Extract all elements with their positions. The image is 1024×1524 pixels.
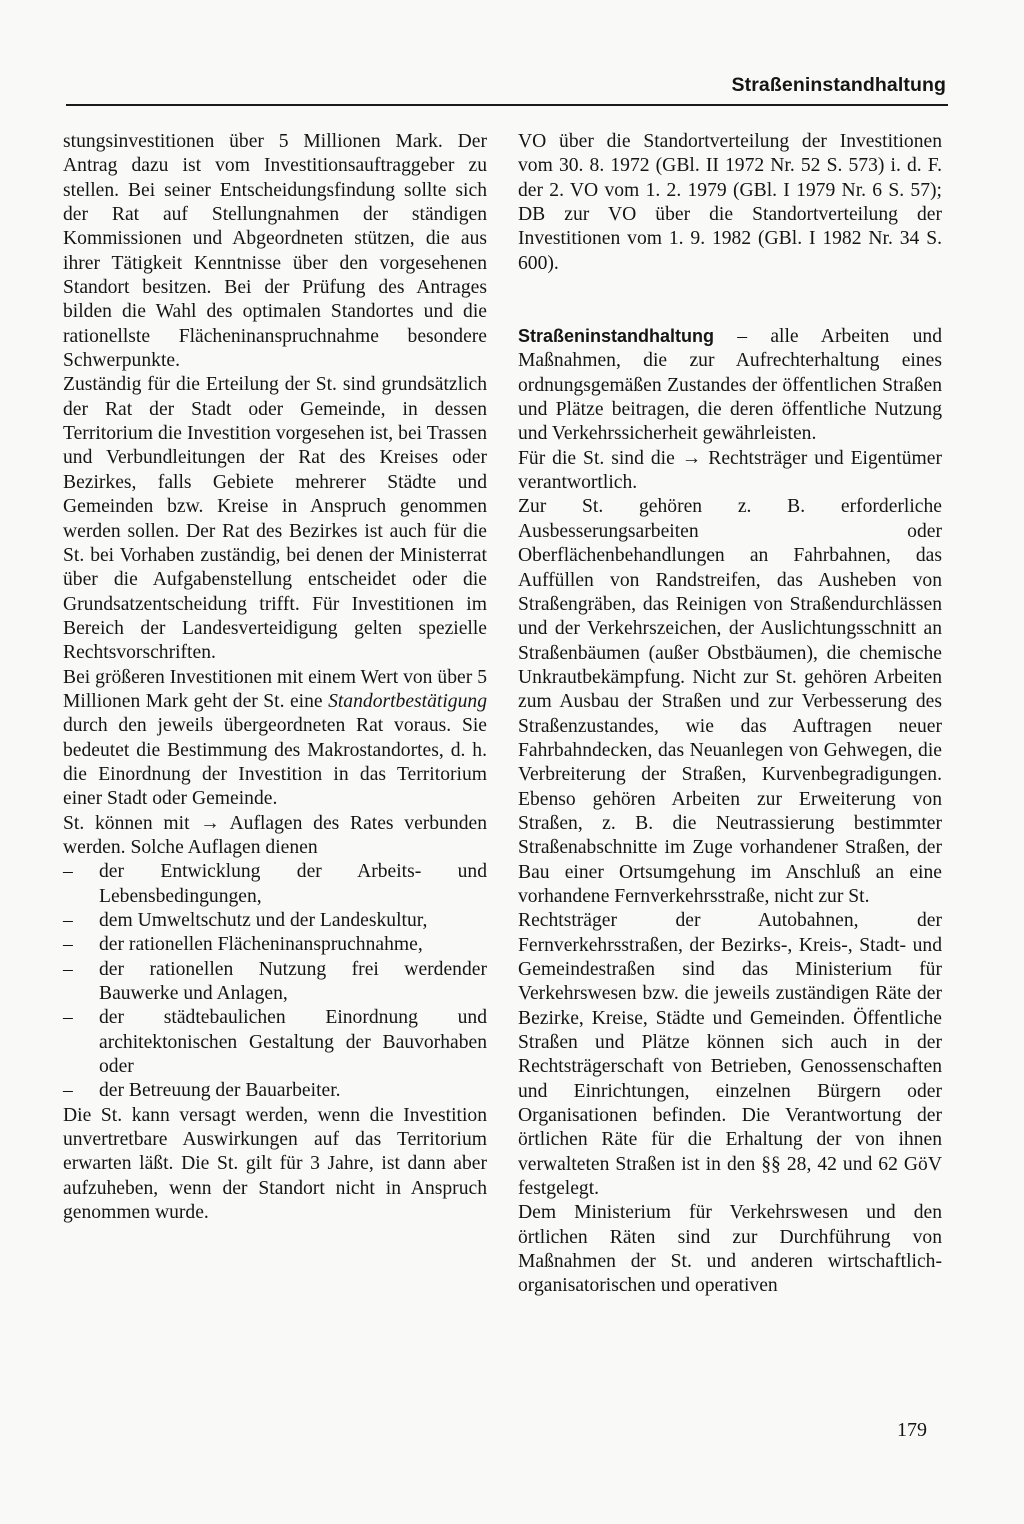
- paragraph-responsibility: Zuständig für die Erteilung der St. sind grundsätzlich der Rat der Stadt oder Gemeinde, in dessen Territorium die Investition vorgesehen ist, bei Trassen und Verbundleitungen der Rat des Kreises oder Bezirkes, falls Gebiete mehrerer Städte und Gemeinden bzw. Kreise in Anspruch genommen werden sollen. Der Rat des Bezirkes ist auch für die St. bei Vorhaben zuständig, bei denen der Ministerrat über die Aufgabenstellung entscheidet oder die Grundsatzentscheidung trifft. Für Investitionen im Bereich der Landesverteidigung gelten spezielle Rechtsvorschriften.: [63, 374, 487, 664]
- paragraph-site-confirmation: [63, 666, 487, 812]
- list-item: – der rationellen Nutzung frei werdender Bauwerke und Anlagen,: [63, 958, 487, 1007]
- paragraph-legal-holders: Rechtsträger der Autobahnen, der Fernverkehrsstraßen, der Bezirks-, Kreis-, Stadt- und Gemeindestraßen sind das Ministerium für Verkehrswesen bzw. die jeweils zuständigen Räte der Bezirke, Kreise, Städte und Gemeinden. Öffentliche Straßen und Plätze können sich auch in der Rechtsträgerschaft von Betrieben, Genossenschaften und Einrichtungen, einzelnen Bürgern oder Organisationen befinden. Die Verantwortung der örtlichen Räte für die Erhaltung der von ihnen verwalteten Straßen ist in den §§ 28, 42 und 62 GöV festgelegt.: [518, 910, 942, 1200]
- right-column: [518, 130, 942, 1299]
- list-item: – der Betreuung der Bauarbeiter.: [63, 1079, 487, 1103]
- entry-spacer: [518, 276, 942, 324]
- list-item: – der Entwicklung der Arbeits- und Lebensbedingungen,: [63, 860, 487, 909]
- paragraph-conditions-intro: St. können mit → Auflagen des Rates verbunden werden. Solche Auflagen dienen: [63, 812, 487, 858]
- header-rule: [66, 104, 948, 106]
- conditions-list: [63, 860, 487, 1103]
- paragraph-site-confirmation-end: durch den jeweils übergeordneten Rat voraus. Sie bedeutet die Bestimmung des Makrostandortes, d. h. die Einordnung der Investition in das Territorium einer Stadt oder Gemeinde.: [63, 715, 487, 810]
- entry-definition: [518, 324, 942, 447]
- paragraph-site-confirmation-start: Bei größeren Investitionen mit einem Wert von über 5 Millionen Mark geht der St. eine: [63, 666, 487, 712]
- paragraph-ministry: Dem Ministerium für Verkehrswesen und den örtlichen Räten sind zur Durchführung von Maßnahmen der St. und anderen wirtschaftlich-organisatorischen und operativen: [518, 1202, 942, 1297]
- list-item: – der städtebaulichen Einordnung und architektonischen Gestaltung der Bauvorhaben oder: [63, 1006, 487, 1079]
- term-standortbestaetigung: Standortbestätigung: [328, 690, 487, 712]
- paragraph-scope: Zur St. gehören z. B. erforderliche Ausbesserungsarbeiten oder Oberflächenbehandlungen an Fahrbahnen, das Auffüllen von Randstreifen, das Ausheben von Straßengräben, das Reinigen von Straßendurchlässen und der Verkehrszeichen, der Auslichtungsschnitt an Straßenbäumen (außer Obstbäumen), die chemische Unkrautbekämpfung. Nicht zur St. gehören Arbeiten zum Ausbau der Straßen und zur Verbesserung des Straßenzustandes, wie das Auftragen neuer Fahrbahndecken, das Neuanlegen von Gehwegen, die Verbreiterung der Straßen, Kurvenbegradigungen. Ebenso gehören Arbeiten zur Erweiterung von Straßen, z. B. die Neutrassierung bestimmter Straßenabschnitte im Zuge vorhandener Straßen, der Bau einer Ortsumgehung im Anschluß an eine vorhandene Fernverkehrsstraße, nicht zur St.: [518, 496, 942, 907]
- paragraph-refusal: Die St. kann versagt werden, wenn die Investition unvertretbare Auswirkungen auf das Territorium erwarten läßt. Die St. gilt für 3 Jahre, ist dann aber aufzuheben, wenn der Standort nicht in Anspruch genommen wurde.: [63, 1104, 487, 1224]
- running-header-title: Straßeninstandhaltung: [731, 74, 946, 96]
- list-item: – der rationellen Flächeninanspruchnahme,: [63, 933, 487, 957]
- paragraph-owners: Für die St. sind die → Rechtsträger und Eigentümer verantwortlich.: [518, 447, 942, 494]
- left-column: [63, 130, 487, 1225]
- paragraph-application: stungsinvestitionen über 5 Millionen Mark. Der Antrag dazu ist vom Investitionsauftraggeber zu stellen. Bei seiner Entscheidungsfindung sollte sich der Rat auf Stellungnahmen der ständigen Kommissionen und Abgeordneten stützen, die aus ihrer Tätigkeit Kenntnisse über den vorgesehenen Standort besitzen. Bei der Prüfung des Antrages bilden die Wahl des optimalen Standortes und die rationellste Flächeninanspruchnahme besondere Schwerpunkte.: [63, 131, 487, 372]
- legal-references: VO über die Standortverteilung der Investitionen vom 30. 8. 1972 (GBl. II 1972 Nr. 52 S. 573) i. d. F. der 2. VO vom 1. 2. 1979 (GBl. I 1979 Nr. 6 S. 57); DB zur VO über die Standortverteilung der Investitionen vom 1. 9. 1982 (GBl. I 1982 Nr. 34 S. 600).: [518, 131, 942, 274]
- list-item: – dem Umweltschutz und der Landeskultur,: [63, 909, 487, 933]
- entry-definition-text: – alle Arbeiten und Maßnahmen, die zur Aufrechterhaltung eines ordnungsgemäßen Zustandes der öffentlichen Straßen und Plätze beitragen, die deren öffentliche Nutzung und Verkehrssicherheit gewährleisten.: [518, 326, 942, 445]
- page-number: 179: [897, 1419, 927, 1441]
- entry-term: Straßeninstandhaltung: [518, 326, 715, 347]
